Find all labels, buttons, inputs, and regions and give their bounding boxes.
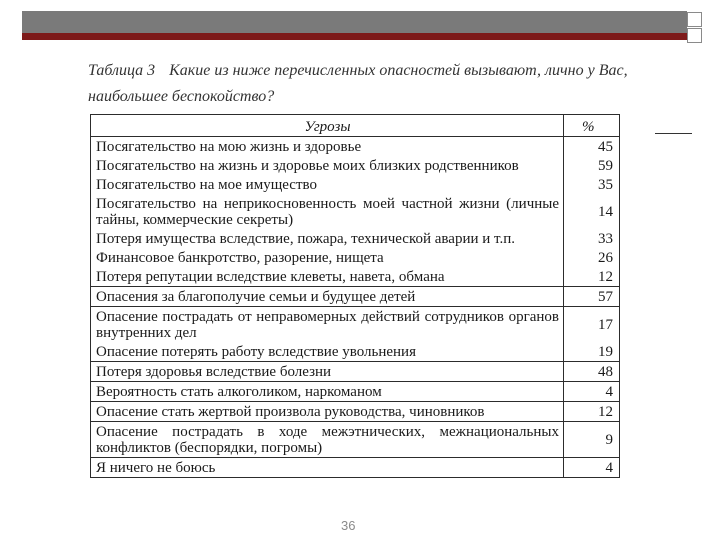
table-row bbox=[91, 402, 620, 422]
percent-cell: 12 bbox=[564, 267, 620, 287]
threat-cell: Вероятность стать алкоголиком, наркоманом bbox=[91, 382, 564, 402]
threat-cell: Опасение потерять работу вследствие увольнения bbox=[91, 342, 564, 362]
table-caption bbox=[88, 58, 648, 110]
table-row bbox=[91, 194, 620, 229]
table-row bbox=[91, 458, 620, 478]
header-square-decoration bbox=[687, 28, 702, 43]
percent-cell: 26 bbox=[564, 248, 620, 267]
header-threat: Угрозы bbox=[91, 115, 564, 137]
table-row bbox=[91, 422, 620, 458]
percent-cell: 35 bbox=[564, 175, 620, 194]
table-row bbox=[91, 156, 620, 175]
percent-cell: 14 bbox=[564, 194, 620, 229]
percent-cell: 48 bbox=[564, 362, 620, 382]
table-body bbox=[91, 137, 620, 478]
threat-cell: Потеря здоровья вследствие болезни bbox=[91, 362, 564, 382]
threat-cell: Потеря имущества вследствие, пожара, технической аварии и т.п. bbox=[91, 229, 564, 248]
table-row bbox=[91, 307, 620, 343]
table-row bbox=[91, 175, 620, 194]
table-question: Какие из ниже перечисленных опасностей вызывают, лично у Вас, наибольшее беспокойство? bbox=[88, 62, 628, 105]
percent-cell: 4 bbox=[564, 458, 620, 478]
table-row bbox=[91, 382, 620, 402]
percent-cell: 45 bbox=[564, 137, 620, 157]
table-row bbox=[91, 229, 620, 248]
side-rule bbox=[655, 133, 692, 134]
table-row bbox=[91, 287, 620, 307]
table-row bbox=[91, 267, 620, 287]
header-accent-stripe bbox=[22, 33, 687, 40]
threat-cell: Посягательство на мое имущество bbox=[91, 175, 564, 194]
threat-cell: Я ничего не боюсь bbox=[91, 458, 564, 478]
threat-cell: Посягательство на мою жизнь и здоровье bbox=[91, 137, 564, 157]
percent-cell: 17 bbox=[564, 307, 620, 343]
threats-table bbox=[90, 114, 620, 478]
threat-cell: Посягательство на неприкосновенность моей частной жизни (личные тайны, коммерческие секреты) bbox=[91, 194, 564, 229]
threat-cell: Финансовое банкротство, разорение, нищета bbox=[91, 248, 564, 267]
table-row bbox=[91, 248, 620, 267]
threat-cell: Опасение пострадать от неправомерных действий сотрудников органов внутренних дел bbox=[91, 307, 564, 343]
threat-cell: Опасения за благополучие семьи и будущее детей bbox=[91, 287, 564, 307]
threat-cell: Опасение пострадать в ходе межэтнических, межнациональных конфликтов (беспорядки, погромы) bbox=[91, 422, 564, 458]
table-row bbox=[91, 362, 620, 382]
threat-cell: Потеря репутации вследствие клеветы, навета, обмана bbox=[91, 267, 564, 287]
header-square-decoration bbox=[687, 12, 702, 27]
threat-cell: Опасение стать жертвой произвола руководства, чиновников bbox=[91, 402, 564, 422]
header-band bbox=[22, 11, 687, 33]
percent-cell: 33 bbox=[564, 229, 620, 248]
percent-cell: 4 bbox=[564, 382, 620, 402]
table-row bbox=[91, 137, 620, 157]
percent-cell: 19 bbox=[564, 342, 620, 362]
header-percent: % bbox=[564, 115, 620, 137]
percent-cell: 57 bbox=[564, 287, 620, 307]
table-header-row bbox=[91, 115, 620, 137]
table-row bbox=[91, 342, 620, 362]
percent-cell: 9 bbox=[564, 422, 620, 458]
table-number: Таблица 3 bbox=[88, 62, 156, 79]
threat-cell: Посягательство на жизнь и здоровье моих близких родственников bbox=[91, 156, 564, 175]
percent-cell: 12 bbox=[564, 402, 620, 422]
percent-cell: 59 bbox=[564, 156, 620, 175]
page-number: 36 bbox=[341, 518, 356, 533]
